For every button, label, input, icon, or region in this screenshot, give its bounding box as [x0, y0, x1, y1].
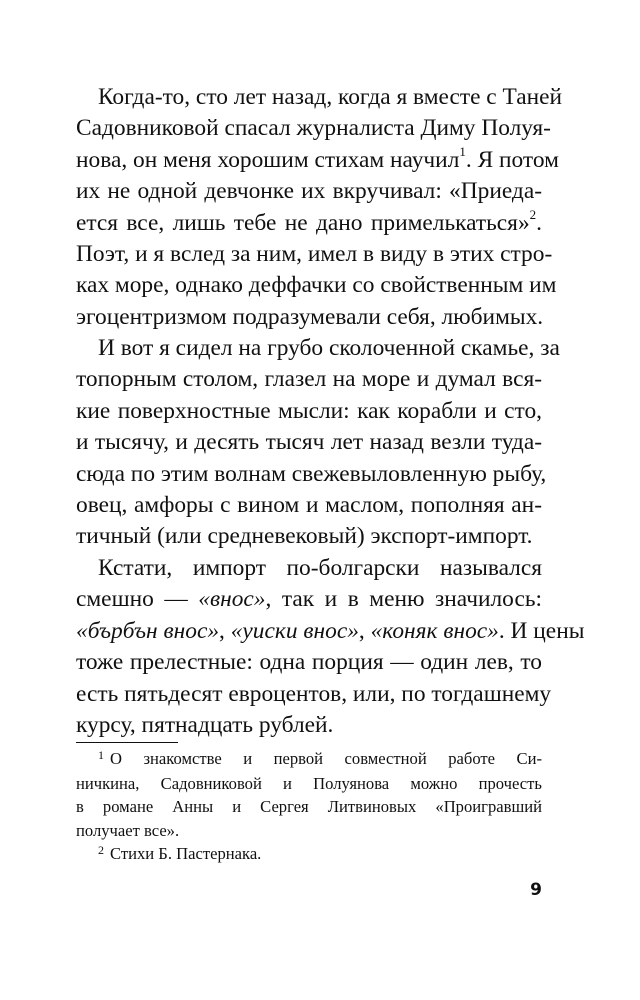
text-line [76, 208, 542, 239]
text-line: Кстати, импорт по-болгарски назывался [98, 555, 542, 581]
text-run: . И цены [498, 617, 585, 644]
text-line: их не одной девчонке их вкручивал: «Приеда- [76, 178, 542, 205]
text-run: нова, он меня хорошим стихам научил [76, 146, 460, 173]
text-line: ках море, однако деффачки со свойственным им [76, 272, 557, 299]
text-run: ется все, лишь тебе не дано примелькаться» [76, 209, 530, 236]
footnote-1-line: ничкина, Садовниковой и Полуянова можно прочесть [76, 774, 542, 794]
text-run: смешно — [76, 586, 199, 613]
italic-term: «коняк внос» [370, 617, 499, 644]
footnote-2-line [76, 842, 542, 867]
footnote-1-line: получает все». [76, 820, 180, 840]
footnote-text: Стихи Б. Пастернака. [110, 843, 262, 863]
italic-term: «внос» [198, 586, 266, 613]
text-line [76, 616, 585, 647]
footnote-ref-1: 1 [459, 144, 466, 160]
paragraph-2 [76, 333, 560, 553]
italic-term: «уиски внос» [230, 617, 359, 644]
footnote-ref-2: 2 [529, 206, 537, 222]
paragraph-1 [76, 82, 563, 333]
text-line: Садовниковой спасал журналиста Диму Полуя- [76, 115, 551, 142]
text-line: эгоцентризмом подразумевали себя, любимых. [76, 303, 544, 330]
text-run: , [358, 617, 371, 644]
footnote-mark: 1 [98, 748, 104, 762]
text-run: , [219, 617, 231, 644]
footnote-1-line: в романе Анны и Сергея Литвиновых «Проигравший [76, 797, 542, 817]
paragraph-3 [76, 553, 585, 741]
text-line: тичный (или средневековый) экспорт-импорт. [76, 523, 533, 550]
footnotes [76, 747, 542, 867]
italic-term: «бърбън внос» [76, 617, 220, 644]
page-number: 9 [530, 880, 542, 900]
footnote-mark: 2 [98, 842, 104, 857]
text-line: Когда-то, сто лет назад, когда я вместе с Таней [98, 84, 563, 110]
text-line: Поэт, и я вслед за ним, имел в виду в этих стро- [76, 241, 553, 268]
footnote-separator [76, 742, 178, 743]
text-line: И вот я сидел на грубо сколоченной скамье, за [98, 335, 560, 361]
text-line: кие поверхностные мысли: как корабли и сто, [76, 397, 542, 424]
footnote-1-line [76, 747, 542, 772]
text-line: курсу, пятнадцать рублей. [76, 712, 334, 739]
text-run: , так и в меню значилось: [265, 586, 542, 613]
footnote-text: О знакомстве и первой совместной работе Си- [110, 749, 542, 768]
text-run: . [536, 209, 542, 236]
text-line: овец, амфоры с вином и маслом, пополняя ан- [76, 492, 542, 519]
text-run: . Я потом [465, 146, 559, 173]
text-line: сюда по этим волнам свежевыловленную рыбу, [76, 460, 547, 487]
text-line: есть пятьдесят евроцентов, или, по тогдашнему [76, 680, 552, 707]
text-line: тоже прелестные: одна порция — один лев, то [76, 649, 542, 676]
text-line [76, 144, 559, 176]
text-line: и тысячу, и десять тысяч лет назад везли туда- [76, 429, 542, 456]
text-line [76, 584, 542, 615]
text-line: топорным столом, глазел на море и думал вся- [76, 366, 542, 393]
